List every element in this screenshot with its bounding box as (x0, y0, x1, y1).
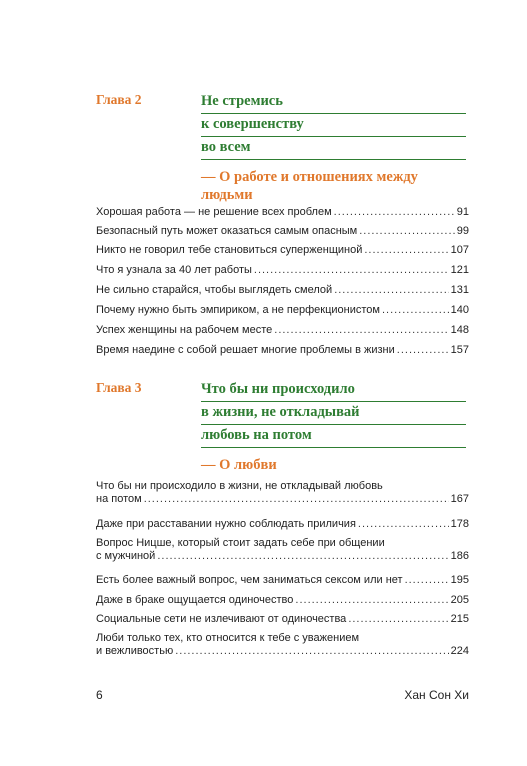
toc-leader-dots (364, 244, 448, 257)
toc-entry-title: Почему нужно быть эмпириком, а не перфекционистом (96, 304, 380, 316)
toc-entry-title-line: Что бы ни происходило в жизни, не откладывай любовь (96, 480, 383, 492)
toc-entry[interactable] (96, 344, 469, 357)
toc-entry-page: 195 (450, 574, 469, 586)
toc-entry[interactable] (96, 594, 469, 607)
toc-entry-page: 215 (450, 613, 469, 625)
toc-entry-page: 186 (450, 550, 469, 562)
toc-entry-page: 157 (450, 344, 469, 356)
toc-leader-dots (348, 613, 448, 626)
chapter-2-title-line: к совершенству (201, 115, 466, 137)
chapter-3-subtitle-line: — О любви (201, 457, 277, 473)
toc-entry[interactable] (96, 284, 469, 297)
toc-entry-title: Что я узнала за 40 лет работы (96, 264, 252, 276)
toc-entry-title: Хорошая работа — не решение всех проблем (96, 206, 332, 218)
chapter-2-subtitle (201, 168, 466, 204)
toc-entry-page: 107 (450, 244, 469, 256)
toc-leader-dots (157, 550, 448, 563)
chapter-3-title-line: любовь на потом (201, 426, 466, 448)
toc-entry-page: 178 (450, 518, 469, 530)
chapter-2-subtitle-line: людьми (201, 187, 253, 203)
toc-entry-page: 131 (450, 284, 469, 296)
toc-entry-title: Безопасный путь может оказаться самым опасным (96, 225, 358, 237)
toc-leader-dots (405, 574, 449, 587)
toc-entry-title: Социальные сети не излечивают от одиночества (96, 613, 347, 625)
toc-entry-page: 140 (450, 304, 469, 316)
chapter-3-title-line: Что бы ни происходило (201, 380, 466, 402)
toc-leader-dots (274, 324, 448, 337)
toc-leader-dots (397, 344, 449, 357)
toc-leader-dots (359, 225, 455, 238)
toc-entry-page: 148 (450, 324, 469, 336)
toc-entry-page: 167 (450, 493, 469, 505)
toc-entry-page: 91 (456, 206, 469, 218)
toc-entry[interactable] (96, 613, 469, 626)
toc-entry-title: Даже при расставании нужно соблюдать приличия (96, 518, 356, 530)
toc-entry-title-line: Люби только тех, кто относится к тебе с уважением (96, 632, 360, 644)
toc-leader-dots (144, 493, 449, 506)
toc-entry[interactable] (96, 206, 469, 219)
chapter-2-title-line: Не стремись (201, 92, 466, 114)
toc-entry[interactable] (96, 304, 469, 317)
chapter-2-title-line: во всем (201, 138, 466, 160)
toc-leader-dots (295, 594, 448, 607)
toc-entry-title: Успех женщины на рабочем месте (96, 324, 273, 336)
toc-leader-dots (358, 518, 449, 531)
toc-leader-dots (382, 304, 449, 317)
toc-leader-dots (175, 645, 448, 658)
toc-entry-title: на потом (96, 493, 142, 505)
chapter-3-label: Глава 3 (96, 380, 142, 395)
toc-entry-title: и вежливостью (96, 645, 174, 657)
toc-entry[interactable] (96, 518, 469, 531)
toc-entry-title: Не сильно старайся, чтобы выглядеть смелой (96, 284, 333, 296)
toc-entry-title: Есть более важный вопрос, чем заниматься сексом или нет (96, 574, 403, 586)
toc-entry[interactable] (96, 537, 469, 563)
footer-page-number: 6 (96, 688, 103, 702)
toc-entry-title-line: Вопрос Ницше, который стоит задать себе при общении (96, 537, 385, 549)
chapter-3-subtitle (201, 456, 466, 474)
toc-leader-dots (254, 264, 449, 277)
toc-entry-page: 121 (450, 264, 469, 276)
toc-entry[interactable] (96, 244, 469, 257)
toc-entry-title: Время наедине с собой решает многие проблемы в жизни (96, 344, 395, 356)
toc-entry[interactable] (96, 632, 469, 658)
toc-leader-dots (334, 206, 455, 219)
toc-entry[interactable] (96, 324, 469, 337)
chapter-2-label: Глава 2 (96, 92, 142, 107)
toc-entry-title: с мужчиной (96, 550, 156, 562)
toc-entry-title: Никто не говорил тебе становиться суперженщиной (96, 244, 363, 256)
toc-entry-page: 99 (456, 225, 469, 237)
chapter-3-title-line: в жизни, не откладывай (201, 403, 466, 425)
toc-entry-page: 224 (450, 645, 469, 657)
toc-leader-dots (334, 284, 448, 297)
toc-entry-title: Даже в браке ощущается одиночество (96, 594, 294, 606)
toc-entry[interactable] (96, 225, 469, 238)
toc-entry[interactable] (96, 264, 469, 277)
footer-author: Хан Сон Хи (404, 688, 469, 702)
toc-entry-page: 205 (450, 594, 469, 606)
toc-entry[interactable] (96, 574, 469, 587)
chapter-2-subtitle-line: — О работе и отношениях между (201, 169, 418, 185)
toc-entry[interactable] (96, 480, 469, 506)
